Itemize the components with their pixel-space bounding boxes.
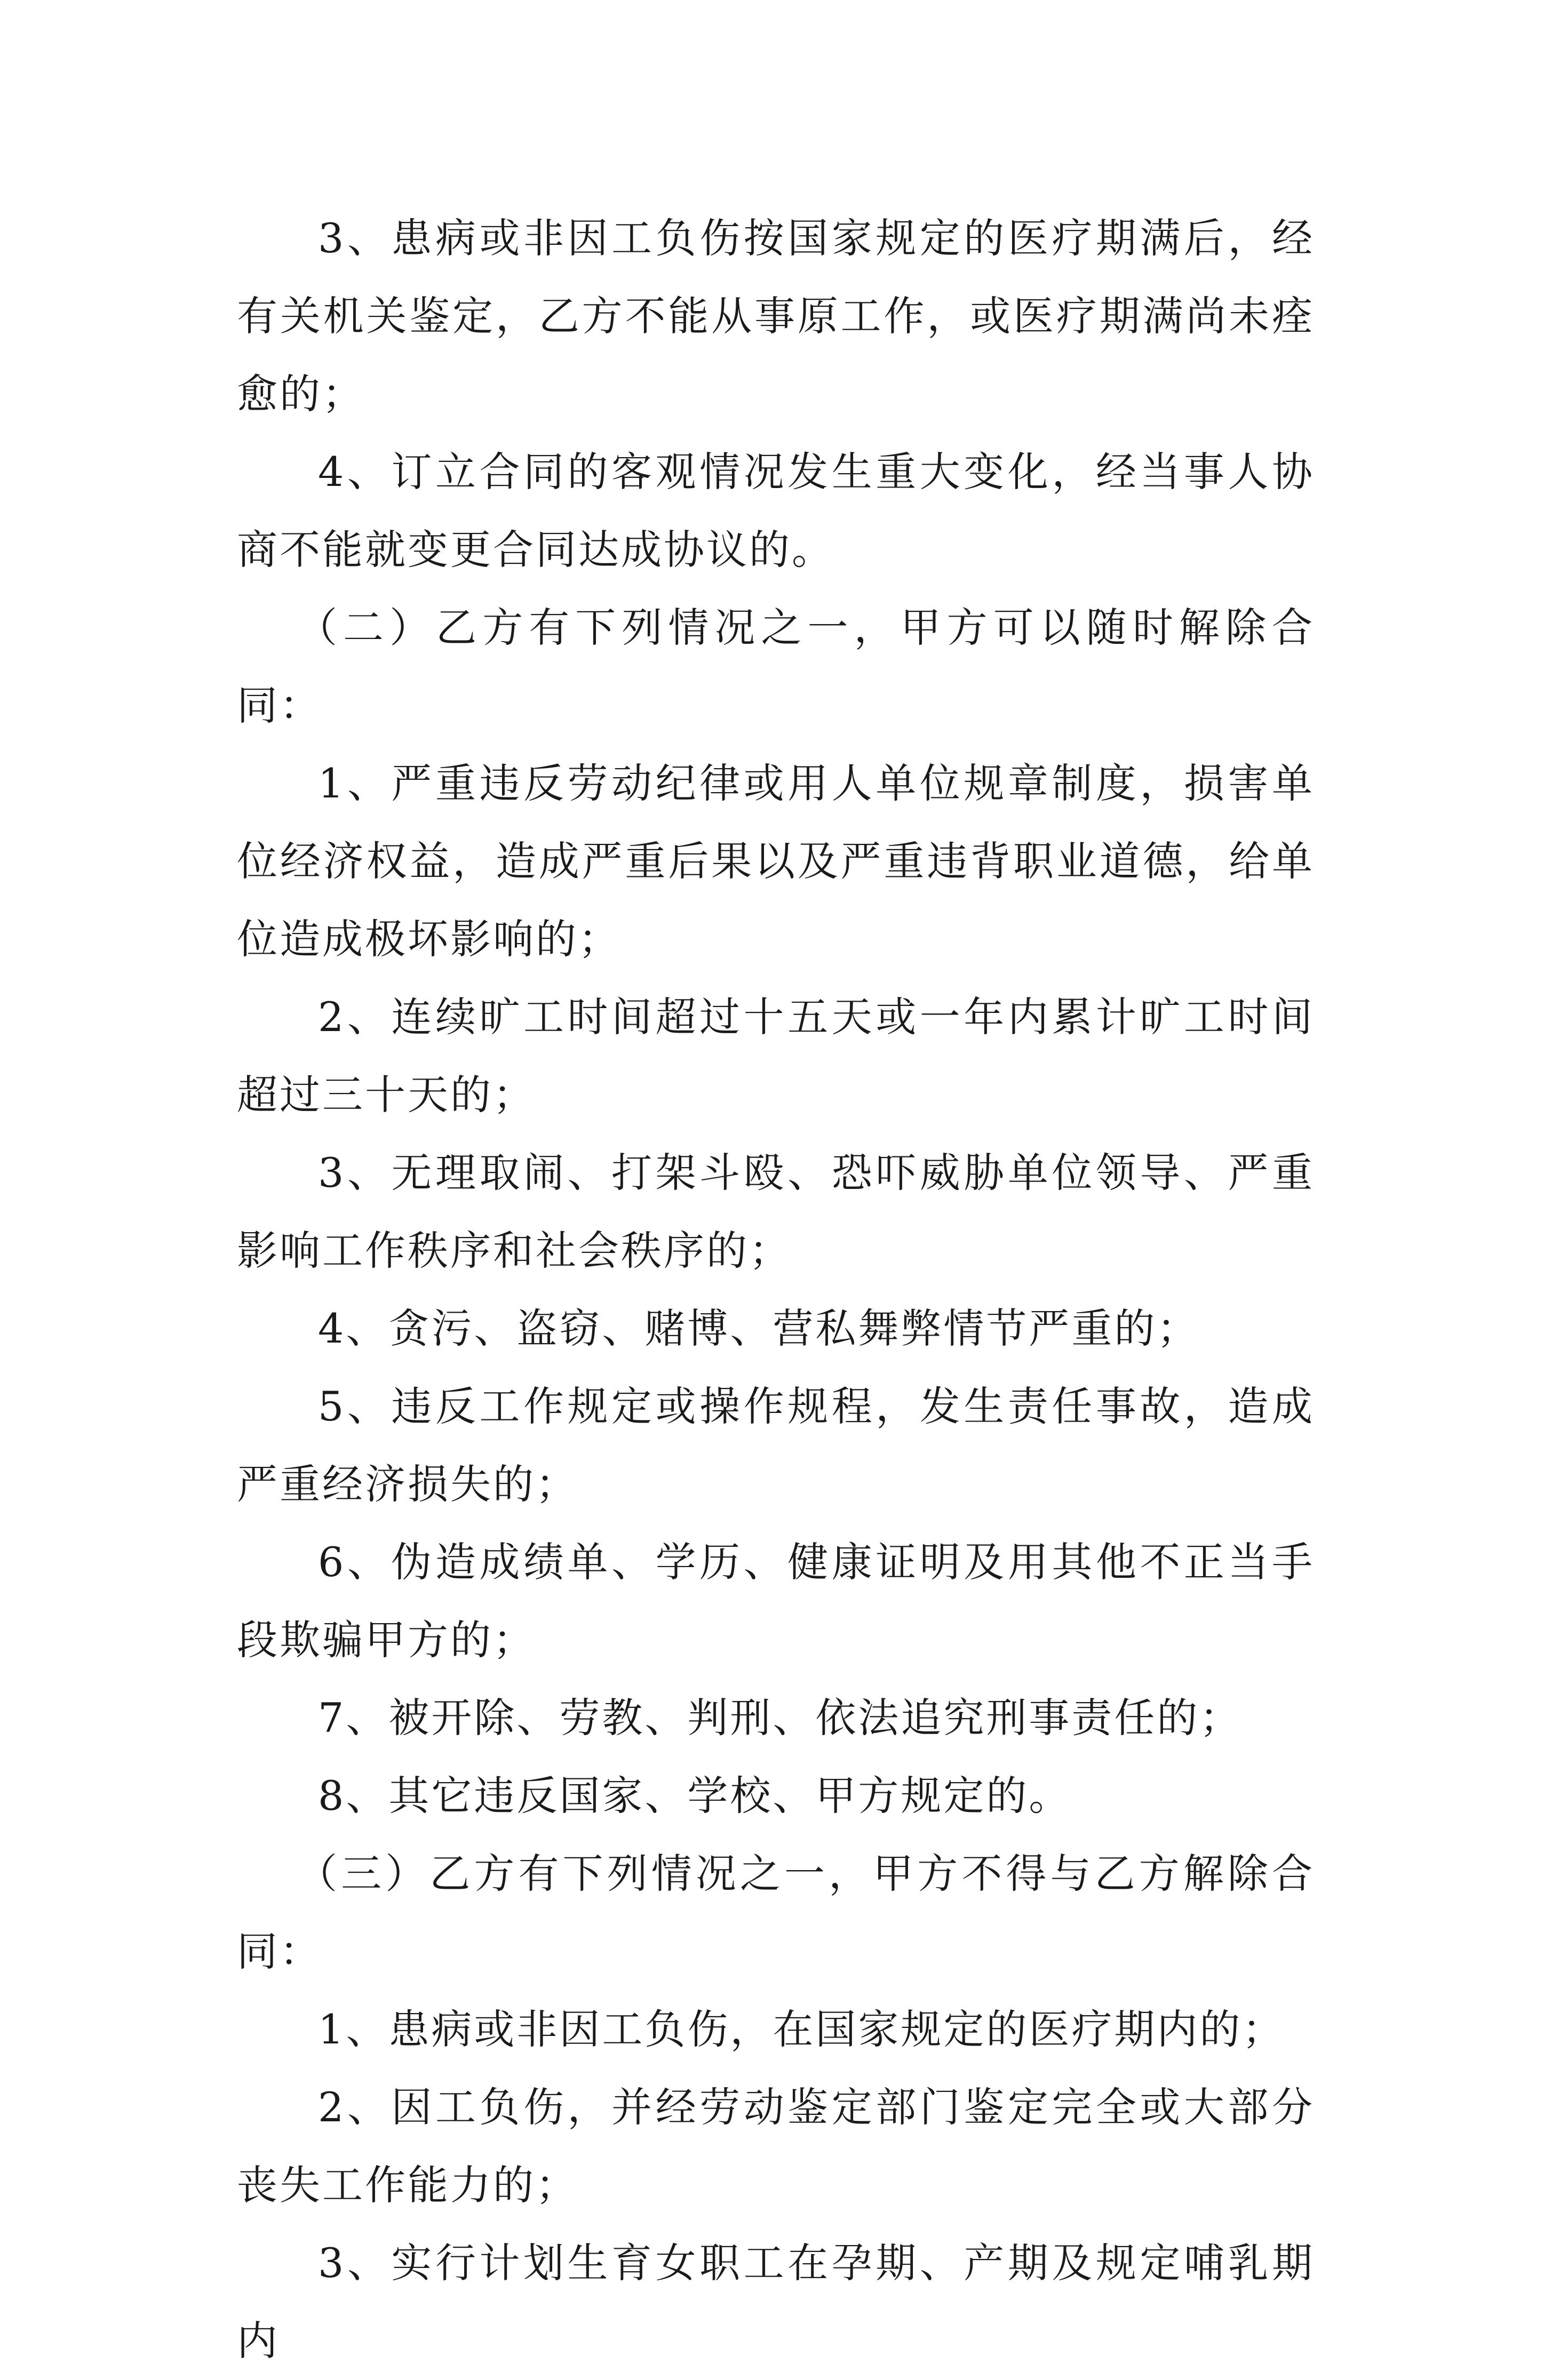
paragraph-protect-3: 3、实行计划生育女职工在孕期、产期及规定哺乳期内	[237, 2239, 1315, 2365]
paragraph-item-7: 7、被开除、劳教、判刑、依法追究刑事责任的；	[318, 1694, 1243, 1742]
paragraph-item-2: 2、连续旷工时间超过十五天或一年内累计旷工时间超过三十天的；	[237, 993, 1315, 1119]
paragraph-item-4: 4、贪污、盗窃、赌博、营私舞弊情节严重的；	[318, 1305, 1200, 1352]
paragraph-item-8: 8、其它违反国家、学校、甲方规定的。	[318, 1772, 1072, 1819]
paragraph-protect-1: 1、患病或非因工负伤，在国家规定的医疗期内的；	[318, 2006, 1285, 2053]
paragraph-item-3: 3、无理取闹、打架斗殴、恐吓威胁单位领导、严重影响工作秩序和社会秩序的；	[237, 1149, 1315, 1274]
paragraph-protect-2: 2、因工负伤，并经劳动鉴定部门鉴定完全或大部分丧失工作能力的；	[237, 2083, 1315, 2209]
paragraph-clause-4-change: 4、订立合同的客观情况发生重大变化，经当事人协商不能就变更合同达成协议的。	[237, 448, 1315, 573]
document-body	[237, 199, 1315, 2380]
paragraph-item-1: 1、严重违反劳动纪律或用人单位规章制度，损害单位经济权益，造成严重后果以及严重违背职业道德，给单位造成极坏影响的；	[237, 760, 1315, 963]
section-heading-3: （三）乙方有下列情况之一，甲方不得与乙方解除合同：	[237, 1850, 1315, 1975]
paragraph-item-6: 6、伪造成绩单、学历、健康证明及用其他不正当手段欺骗甲方的；	[237, 1538, 1315, 1664]
paragraph-clause-3-medical: 3、患病或非因工负伤按国家规定的医疗期满后，经有关机关鉴定，乙方不能从事原工作，或医疗期满尚未痊愈的；	[237, 214, 1315, 418]
paragraph-item-5: 5、违反工作规定或操作规程，发生责任事故，造成严重经济损失的；	[237, 1383, 1315, 1508]
section-heading-2: （二）乙方有下列情况之一，甲方可以随时解除合同：	[237, 604, 1315, 729]
